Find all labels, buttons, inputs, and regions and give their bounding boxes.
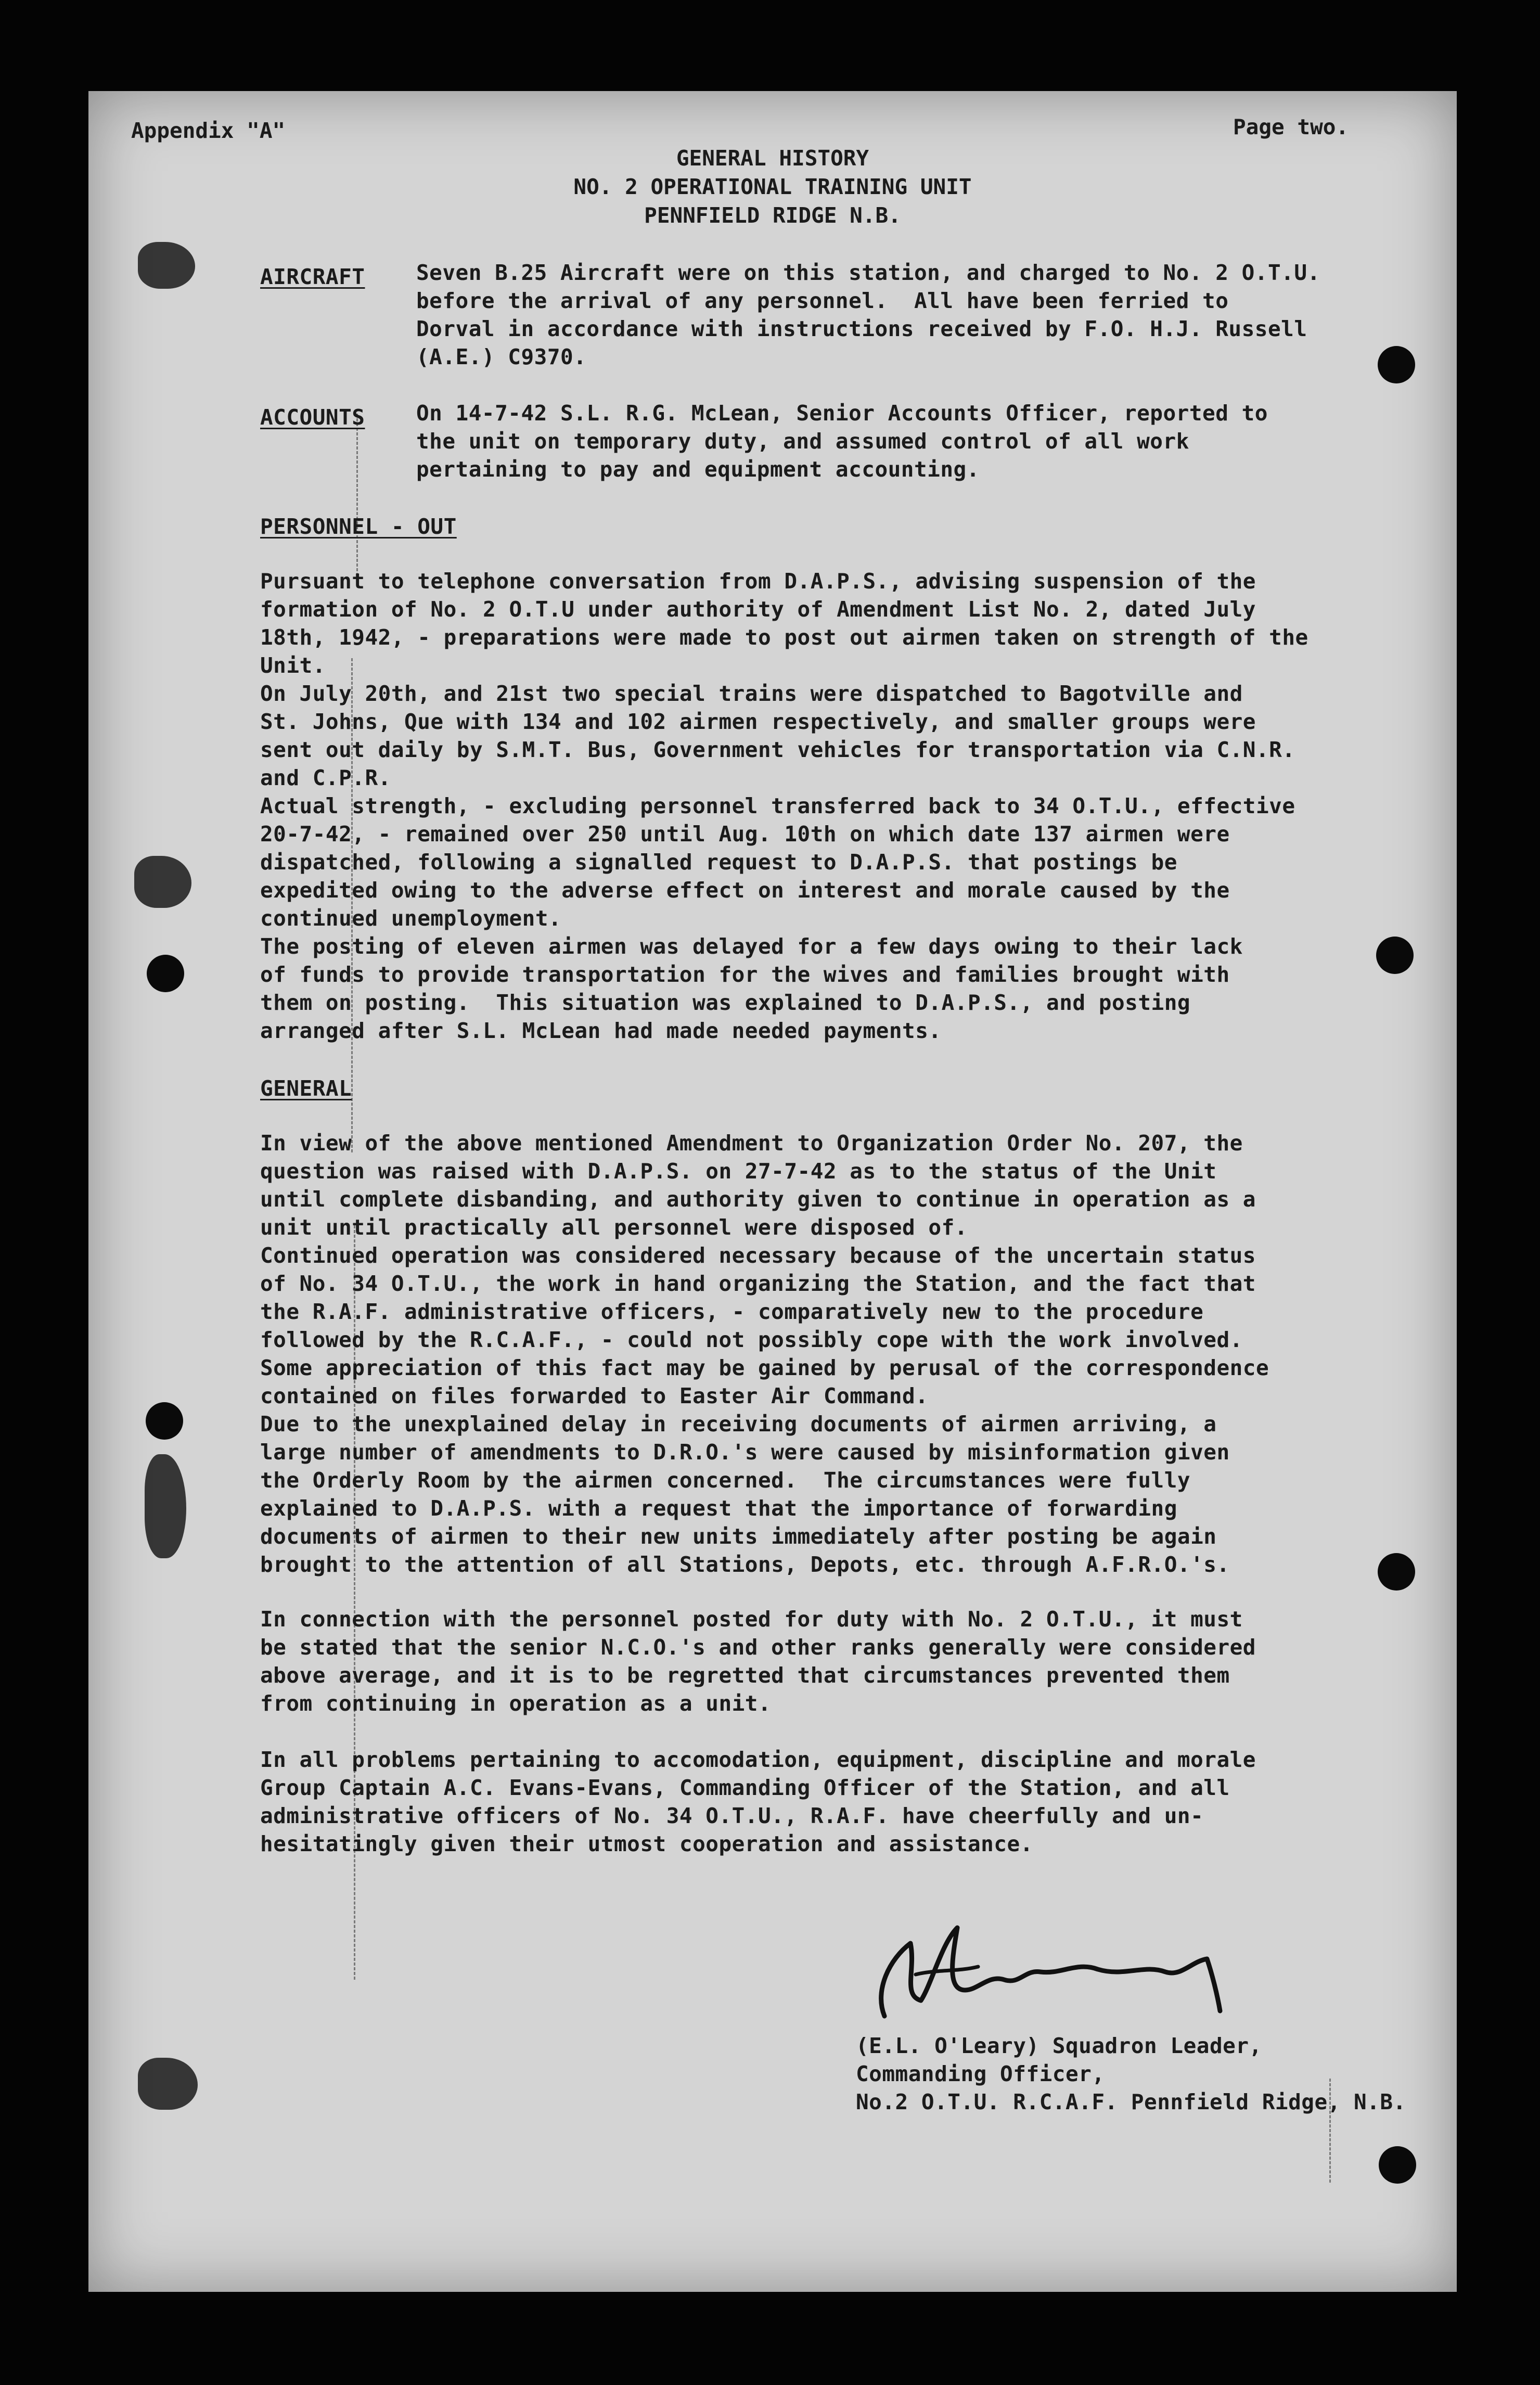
- signature-title: Commanding Officer,: [856, 2061, 1105, 2086]
- personnel-line-4: Unit.: [260, 653, 326, 678]
- aircraft-line-2: before the arrival of any personnel. All have been ferried to: [416, 288, 1229, 313]
- general-para2-line-1: In connection with the personnel posted for duty with No. 2 O.T.U., it must: [260, 1607, 1243, 1632]
- right-hole-1: [1378, 346, 1415, 383]
- left-smudge-low: [145, 1454, 186, 1558]
- title-line-2: NO. 2 OPERATIONAL TRAINING UNIT: [573, 174, 972, 199]
- general-line-9: Some appreciation of this fact may be gained by perusal of the correspondence: [260, 1355, 1269, 1380]
- title-line-3: PENNFIELD RIDGE N.B.: [644, 203, 901, 228]
- personnel-line-8: and C.P.R.: [260, 765, 391, 790]
- general-line-7: the R.A.F. administrative officers, - comparatively new to the procedure: [260, 1299, 1204, 1324]
- handwritten-signature: [853, 1912, 1238, 2027]
- general-line-6: of No. 34 O.T.U., the work in hand organizing the Station, and the fact that: [260, 1271, 1256, 1296]
- personnel-line-16: them on posting. This situation was explained to D.A.P.S., and posting: [260, 990, 1191, 1015]
- general-para2-line-4: from continuing in operation as a unit.: [260, 1691, 772, 1716]
- aircraft-line-3: Dorval in accordance with instructions received by F.O. H.J. Russell: [416, 316, 1307, 341]
- signature-name: (E.L. O'Leary) Squadron Leader,: [856, 2033, 1262, 2058]
- left-hole-3: [146, 1402, 183, 1440]
- aircraft-line-1: Seven B.25 Aircraft were on this station, and charged to No. 2 O.T.U.: [416, 260, 1320, 285]
- right-hole-3: [1378, 1553, 1415, 1591]
- personnel-line-17: arranged after S.L. McLean had made needed payments.: [260, 1018, 942, 1043]
- left-smudge-top: [138, 242, 195, 289]
- general-line-13: the Orderly Room by the airmen concerned. The circumstances were fully: [260, 1468, 1191, 1493]
- general-para2-line-2: be stated that the senior N.C.O.'s and other ranks generally were considered: [260, 1635, 1256, 1660]
- general-line-1: In view of the above mentioned Amendment to Organization Order No. 207, the: [260, 1131, 1243, 1156]
- personnel-line-2: formation of No. 2 O.T.U under authority of Amendment List No. 2, dated July: [260, 597, 1256, 622]
- general-line-14: explained to D.A.P.S. with a request that the importance of forwarding: [260, 1496, 1177, 1521]
- general-line-16: brought to the attention of all Stations, Depots, etc. through A.F.R.O.'s.: [260, 1552, 1230, 1577]
- page-number: Page two.: [1233, 114, 1349, 139]
- aircraft-label: AIRCRAFT: [260, 264, 365, 289]
- general-para3-line-1: In all problems pertaining to accomodation, equipment, discipline and morale: [260, 1747, 1256, 1772]
- personnel-line-1: Pursuant to telephone conversation from D.A.P.S., advising suspension of the: [260, 569, 1256, 594]
- general-para3-line-3: administrative officers of No. 34 O.T.U., R.A.F. have cheerfully and un-: [260, 1803, 1204, 1828]
- accounts-line-1: On 14-7-42 S.L. R.G. McLean, Senior Accounts Officer, reported to: [416, 401, 1268, 426]
- personnel-line-14: The posting of eleven airmen was delayed for a few days owing to their lack: [260, 934, 1243, 959]
- general-line-3: until complete disbanding, and authority given to continue in operation as a: [260, 1187, 1256, 1212]
- general-line-2: question was raised with D.A.P.S. on 27-7-42 as to the status of the Unit: [260, 1159, 1217, 1184]
- left-hole-2: [147, 955, 184, 992]
- general-line-5: Continued operation was considered necessary because of the uncertain status: [260, 1243, 1256, 1268]
- title-line-1: GENERAL HISTORY: [676, 146, 869, 171]
- general-line-11: Due to the unexplained delay in receiving documents of airmen arriving, a: [260, 1412, 1217, 1437]
- margin-mark-1: [356, 414, 358, 585]
- signature-unit: No.2 O.T.U. R.C.A.F. Pennfield Ridge, N.B.: [856, 2089, 1406, 2114]
- general-line-10: contained on files forwarded to Easter Air Command.: [260, 1383, 929, 1408]
- personnel-line-9: Actual strength, - excluding personnel transferred back to 34 O.T.U., effective: [260, 793, 1295, 818]
- left-smudge-bottom: [138, 2058, 198, 2110]
- personnel-line-11: dispatched, following a signalled request to D.A.P.S. that postings be: [260, 850, 1177, 875]
- personnel-line-12: expedited owing to the adverse effect on interest and morale caused by the: [260, 878, 1230, 903]
- general-line-8: followed by the R.C.A.F., - could not possibly cope with the work involved.: [260, 1327, 1243, 1352]
- accounts-label: ACCOUNTS: [260, 405, 365, 430]
- right-hole-2: [1376, 937, 1414, 974]
- document-page: [88, 91, 1457, 2292]
- personnel-line-13: continued unemployment.: [260, 906, 562, 931]
- general-line-12: large number of amendments to D.R.O.'s were caused by misinformation given: [260, 1440, 1230, 1465]
- aircraft-line-4: (A.E.) C9370.: [416, 344, 587, 369]
- general-line-15: documents of airmen to their new units immediately after posting be again: [260, 1524, 1217, 1549]
- general-para3-line-4: hesitatingly given their utmost cooperation and assistance.: [260, 1831, 1033, 1856]
- accounts-line-3: pertaining to pay and equipment accounting.: [416, 457, 980, 482]
- personnel-line-6: St. Johns, Que with 134 and 102 airmen respectively, and smaller groups were: [260, 709, 1256, 734]
- general-para2-line-3: above average, and it is to be regretted that circumstances prevented them: [260, 1663, 1230, 1688]
- personnel-line-10: 20-7-42, - remained over 250 until Aug. 10th on which date 137 airmen were: [260, 822, 1230, 847]
- personnel-heading: PERSONNEL - OUT: [260, 514, 457, 539]
- personnel-line-5: On July 20th, and 21st two special trains were dispatched to Bagotville and: [260, 681, 1243, 706]
- general-line-4: unit until practically all personnel were disposed of.: [260, 1215, 968, 1240]
- personnel-line-15: of funds to provide transportation for the wives and families brought with: [260, 962, 1230, 987]
- left-smudge-mid: [134, 856, 191, 908]
- accounts-line-2: the unit on temporary duty, and assumed control of all work: [416, 429, 1189, 454]
- right-hole-4: [1379, 2146, 1416, 2184]
- general-para3-line-2: Group Captain A.C. Evans-Evans, Commanding Officer of the Station, and all: [260, 1775, 1230, 1800]
- personnel-line-7: sent out daily by S.M.T. Bus, Government vehicles for transportation via C.N.R.: [260, 737, 1295, 762]
- appendix-label: Appendix "A": [131, 118, 286, 143]
- general-heading: GENERAL: [260, 1076, 352, 1101]
- personnel-line-3: 18th, 1942, - preparations were made to post out airmen taken on strength of the: [260, 625, 1308, 650]
